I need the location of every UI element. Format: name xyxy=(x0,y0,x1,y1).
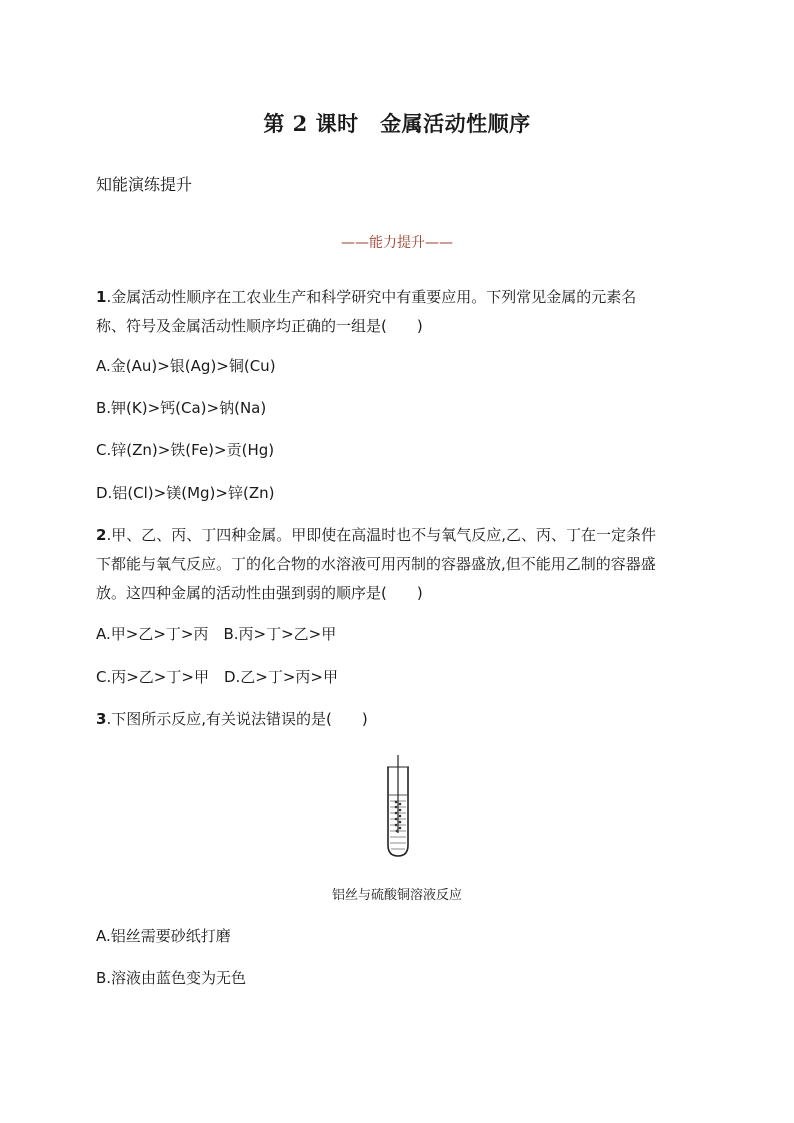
q2-number: 2 xyxy=(96,526,107,544)
test-tube-figure xyxy=(383,755,413,860)
q1-number: 1 xyxy=(96,288,107,306)
section-banner: ——能力提升—— xyxy=(341,235,453,251)
page-title: 第 2 课时 金属活动性顺序 xyxy=(263,111,531,136)
q3-option-a: A.铝丝需要砂纸打磨 xyxy=(96,927,231,945)
q2-stem-text-1: .甲、乙、丙、丁四种金属。甲即使在高温时也不与氧气反应,乙、丙、丁在一定条件 xyxy=(106,526,656,544)
q1-stem-text-1: .金属活动性顺序在工农业生产和科学研究中有重要应用。下列常见金属的元素名 xyxy=(106,288,637,306)
q2-stem-line-1 xyxy=(96,525,656,545)
q3-option-b: B.溶液由蓝色变为无色 xyxy=(96,969,247,987)
q3-stem-text: .下图所示反应,有关说法错误的是( ) xyxy=(106,710,368,728)
q2-options-ab: A.甲>乙>丁>丙 B.丙>丁>乙>甲 xyxy=(96,625,337,643)
q3-number: 3 xyxy=(96,710,107,728)
q1-option-a: A.金(Au)>银(Ag)>铜(Cu) xyxy=(96,357,276,375)
figure-caption: 铝丝与硫酸铜溶液反应 xyxy=(331,888,462,903)
q1-option-b: B.钾(K)>钙(Ca)>钠(Na) xyxy=(96,399,267,417)
q3-stem xyxy=(96,709,368,729)
q1-option-d: D.铝(Cl)>镁(Mg)>锌(Zn) xyxy=(96,484,275,502)
q2-options-cd: C.丙>乙>丁>甲 D.乙>丁>丙>甲 xyxy=(96,668,338,686)
q2-stem-line-3: 放。这四种金属的活动性由强到弱的顺序是( ) xyxy=(96,584,423,602)
section-heading: 知能演练提升 xyxy=(96,175,193,194)
q2-stem-line-2: 下都能与氧气反应。丁的化合物的水溶液可用丙制的容器盛放,但不能用乙制的容器盛 xyxy=(96,555,656,573)
q1-stem-line-1 xyxy=(96,287,636,307)
q1-stem-line-2: 称、符号及金属活动性顺序均正确的一组是( ) xyxy=(96,317,423,335)
q1-option-c: C.锌(Zn)>铁(Fe)>贡(Hg) xyxy=(96,441,275,459)
